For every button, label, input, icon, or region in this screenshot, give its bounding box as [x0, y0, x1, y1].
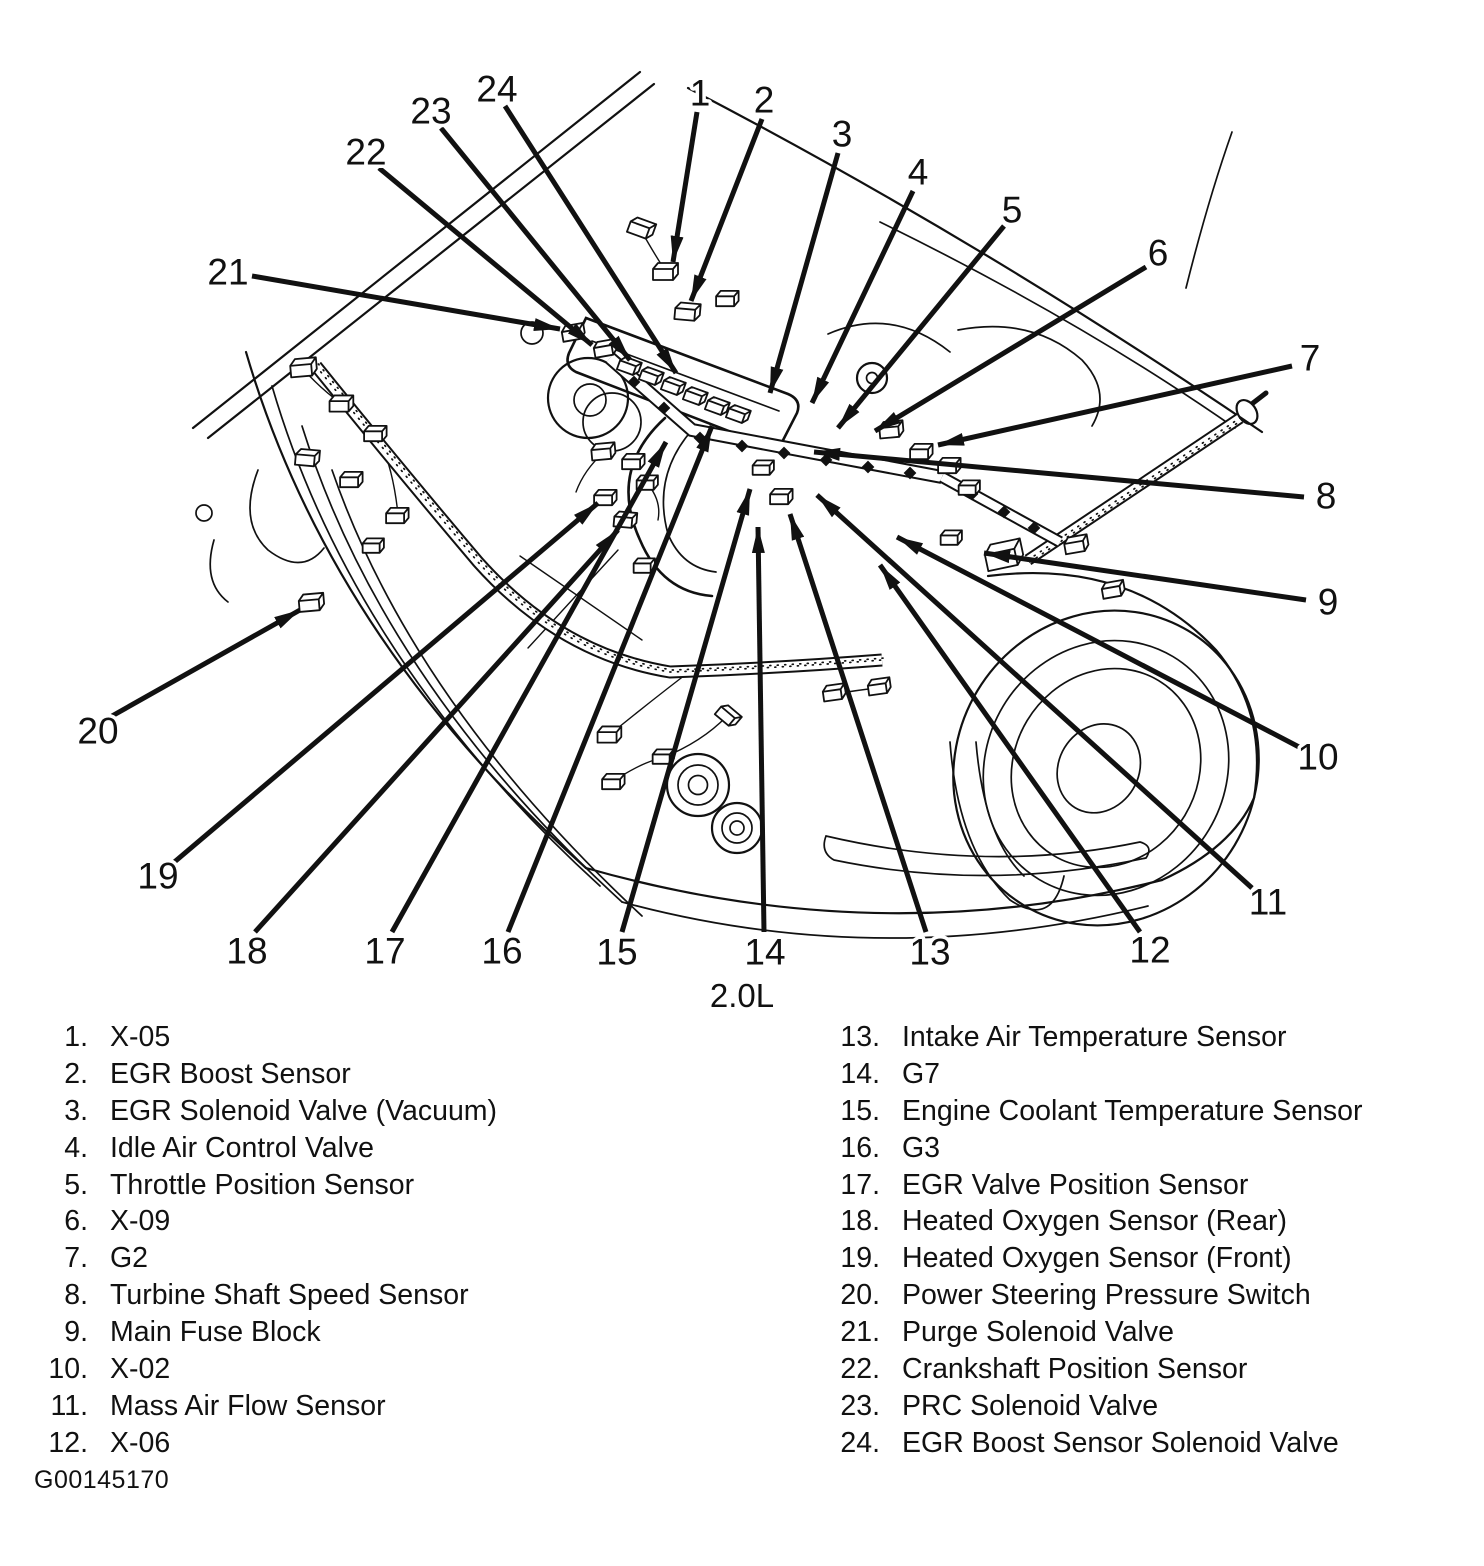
connector-box: [386, 508, 409, 523]
callout-line-21: [252, 276, 560, 329]
callout-number-8: 8: [1315, 475, 1337, 517]
callout-line-1: [673, 112, 697, 262]
legend-item-number: 18.: [840, 1205, 880, 1238]
callout-number-17: 17: [364, 930, 406, 972]
legend-item: [30, 1314, 497, 1351]
legend-item: [812, 1167, 1363, 1204]
figure-code: G00145170: [34, 1466, 170, 1494]
connector-box: [364, 426, 387, 441]
legend-item-label: Heated Oxygen Sensor (Rear): [902, 1205, 1287, 1238]
legend-item: [30, 1093, 497, 1130]
legend-item-number: 5.: [64, 1168, 88, 1201]
connector-box: [598, 726, 622, 742]
callout-line-4: [812, 191, 913, 403]
connector-box: [674, 302, 700, 321]
callout-number-6: 6: [1147, 232, 1169, 274]
connector-box: [726, 404, 751, 425]
legend-item-number: 24.: [840, 1426, 880, 1459]
legend-item-label: X-02: [110, 1353, 171, 1386]
connector-box: [959, 480, 980, 494]
legend-item-number: 8.: [64, 1279, 88, 1312]
callout-number-13: 13: [909, 931, 951, 973]
connector-box: [290, 357, 318, 377]
engine-size-label: 2.0L: [709, 977, 775, 1014]
legend-item-label: Power Steering Pressure Switch: [902, 1279, 1311, 1312]
legend-item-label: EGR Boost Sensor Solenoid Valve: [902, 1426, 1339, 1459]
callout-line-3: [770, 153, 838, 393]
callout-number-4: 4: [907, 151, 929, 193]
legend-item: [812, 1093, 1363, 1130]
callout-line-2: [691, 119, 762, 301]
callout-line-20: [112, 610, 300, 716]
legend-item-label: EGR Valve Position Sensor: [902, 1168, 1249, 1201]
connector-box: [683, 386, 708, 407]
legend-item-number: 3.: [64, 1094, 88, 1127]
callout-number-24: 24: [476, 68, 518, 110]
callout-number-23: 23: [410, 90, 452, 132]
callout-number-15: 15: [596, 931, 638, 973]
callout-number-22: 22: [345, 131, 387, 173]
connector-box: [602, 774, 625, 789]
callout-number-10: 10: [1297, 736, 1339, 778]
callout-number-16: 16: [481, 930, 523, 972]
connector-box: [298, 593, 324, 612]
connector-box: [295, 449, 320, 467]
callout-line-8: [814, 452, 1304, 497]
legend-item-label: Idle Air Control Valve: [110, 1131, 375, 1164]
callout-number-11: 11: [1248, 881, 1288, 923]
legend-item-number: 6.: [64, 1205, 88, 1238]
legend-item: [812, 1351, 1363, 1388]
connector-box: [363, 538, 384, 552]
connector-box: [661, 376, 686, 397]
callout-line-9: [984, 553, 1306, 600]
legend-item: [30, 1425, 497, 1462]
legend-item: [30, 1056, 497, 1093]
connector-box: [330, 395, 354, 411]
legend-item-number: 13.: [840, 1021, 880, 1053]
legend-item-number: 7.: [64, 1242, 88, 1275]
legend-item-label: Intake Air Temperature Sensor: [902, 1021, 1287, 1053]
callout-line-18: [255, 530, 618, 932]
legend-item: [812, 1056, 1363, 1093]
legend-item: [30, 1277, 497, 1314]
legend-item-number: 1.: [64, 1021, 88, 1053]
connector-box: [716, 291, 739, 306]
callout-line-19: [172, 503, 598, 864]
connector-box: [867, 677, 891, 695]
legend-item: [30, 1240, 497, 1277]
connector-box: [910, 444, 933, 459]
legend-item-label: Turbine Shaft Speed Sensor: [110, 1279, 469, 1312]
legend-item-number: 16.: [840, 1131, 880, 1164]
legend-item: [30, 1019, 497, 1056]
callout-line-14: [758, 527, 764, 932]
callout-number-2: 2: [753, 79, 775, 121]
connector-box: [653, 263, 678, 280]
legend-item: [812, 1277, 1363, 1314]
legend-item-label: PRC Solenoid Valve: [902, 1389, 1159, 1422]
connector-box: [705, 396, 730, 417]
legend-item: [30, 1388, 497, 1425]
legend-item-number: 10.: [48, 1353, 88, 1386]
legend-item-number: 14.: [840, 1057, 880, 1090]
callout-number-18: 18: [226, 930, 268, 972]
callout-line-7: [938, 366, 1292, 445]
engine-line-art: [304, 232, 1100, 853]
legend-item-number: 12.: [48, 1426, 88, 1459]
legend-item-label: X-05: [110, 1021, 171, 1053]
legend-item-number: 21.: [840, 1316, 880, 1349]
legend-column-left: [30, 1019, 497, 1462]
callout-number-19: 19: [137, 855, 179, 897]
legend-item-label: Purge Solenoid Valve: [902, 1316, 1174, 1349]
callout-number-12: 12: [1129, 929, 1171, 971]
legend-item-label: Engine Coolant Temperature Sensor: [902, 1094, 1363, 1127]
legend-item: [812, 1203, 1363, 1240]
legend-item-label: X-06: [110, 1426, 171, 1459]
legend-item-number: 23.: [840, 1389, 880, 1422]
connector-box: [941, 530, 962, 544]
legend-item-label: Throttle Position Sensor: [110, 1168, 415, 1201]
legend-item-number: 9.: [64, 1316, 88, 1349]
callout-number-21: 21: [207, 251, 249, 293]
callout-number-14: 14: [744, 931, 786, 973]
legend-item: [812, 1130, 1363, 1167]
legend-item: [812, 1240, 1363, 1277]
legend-item-label: Crankshaft Position Sensor: [902, 1353, 1248, 1386]
legend-item-number: 11.: [50, 1389, 88, 1422]
connector-box: [340, 472, 363, 487]
callout-number-3: 3: [831, 113, 853, 155]
legend-item-number: 20.: [840, 1279, 880, 1312]
legend-item: [30, 1351, 497, 1388]
legend-item-number: 22.: [840, 1353, 880, 1386]
legend-item: [30, 1130, 497, 1167]
legend-item: [812, 1314, 1363, 1351]
callout-number-20: 20: [77, 710, 119, 752]
callout-number-5: 5: [1001, 189, 1023, 231]
legend-item-label: Mass Air Flow Sensor: [110, 1389, 386, 1422]
connector-box: [591, 442, 616, 460]
legend-item-number: 19.: [840, 1242, 880, 1275]
legend-item-number: 15.: [840, 1094, 880, 1127]
connector-box: [822, 683, 846, 701]
callout-number-1: 1: [689, 72, 711, 114]
connector-box: [770, 489, 793, 504]
legend-item-number: 2.: [64, 1057, 88, 1090]
connector-box: [1101, 580, 1126, 599]
legend-item-number: 4.: [64, 1131, 88, 1164]
callout-number-7: 7: [1299, 337, 1321, 379]
connector-box: [627, 216, 656, 241]
legend-column-right: [812, 1019, 1363, 1462]
connector-box: [753, 460, 774, 474]
legend-item: [30, 1167, 497, 1204]
legend-item-label: EGR Boost Sensor: [110, 1057, 351, 1090]
connector-box: [622, 454, 645, 469]
legend-item-label: Heated Oxygen Sensor (Front): [902, 1242, 1292, 1275]
callout-number-9: 9: [1317, 581, 1339, 623]
legend-item: [30, 1203, 497, 1240]
legend-item: [812, 1425, 1363, 1462]
legend-item-label: G2: [110, 1242, 149, 1275]
legend-item-number: 17.: [840, 1168, 880, 1201]
legend-item-label: G7: [902, 1057, 941, 1090]
legend-item-label: X-09: [110, 1205, 171, 1238]
legend-item: [812, 1388, 1363, 1425]
legend-item-label: G3: [902, 1131, 941, 1164]
legend-item-label: Main Fuse Block: [110, 1316, 321, 1349]
legend-item: [812, 1019, 1363, 1056]
legend-item-label: EGR Solenoid Valve (Vacuum): [110, 1094, 498, 1127]
connector-box: [1063, 534, 1089, 554]
